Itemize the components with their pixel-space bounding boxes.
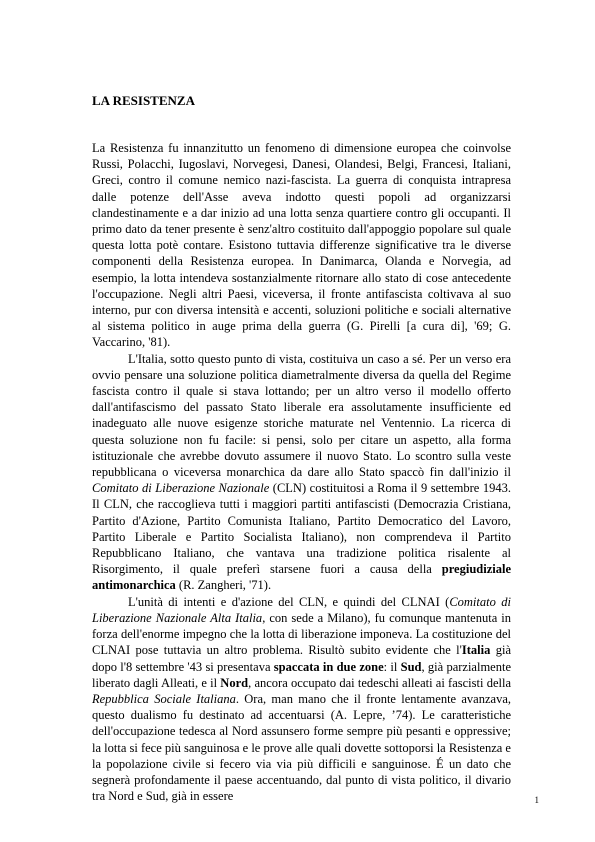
paragraph-3-text-c: , con sede a Milano), fu comunque mantenuta in forza dell'enorme impegno che la lotta di liberazione imponeva. La costituzione del CLNAI pose tuttavia un altro problema. Risultò subito evidente che l': [92, 610, 511, 658]
paragraph-2-text-e: (R. Zangheri, '71).: [175, 578, 272, 593]
page-number: 1: [534, 795, 539, 805]
paragraph-3-bold-sud: Sud: [400, 659, 422, 674]
paragraph-3-text-k: , ancora occupato dai tedeschi alleati ai fascisti della: [248, 675, 511, 690]
paragraph-3-text-a: L'unità di intenti e d'azione del CLN, e quindi del CLNAI (: [128, 594, 450, 609]
paragraph-2-text-a: L'Italia, sotto questo punto di vista, costituiva un caso a sé. Per un verso era ovvio pensare una soluzione politica diametralmente diversa da quella del Regime fascista contro il quale si stava lottando; per un altro verso il modello offerto dall'antifascismo del passato Stato liberale era assolutamente insufficiente ed inadeguato alle nuove esigenze storiche maturate nel Ventennio. La ricerca di questa soluzione non fu facile: si pensi, solo per citare un aspetto, alla forma istituzionale che avrebbe dovuto assumere il nuovo Stato. Lo scontro sulla veste repubblicana o viceversa monarchica da dare allo Stato spaccò fin dall'inizio il: [92, 351, 511, 480]
paragraph-3-italic-rsi: Repubblica Sociale Italiana: [92, 691, 236, 706]
paragraph-3-italic-clnai: Comitato di Liberazione Nazionale Alta Italia: [92, 594, 511, 625]
paragraph-3-text-e: già dopo l'8 settembre '43 si presentava: [92, 643, 511, 674]
paragraph-2-text-c: (CLN) costituitosi a Roma il 9 settembre 1943. Il CLN, che raccoglieva tutti i maggiori partiti antifascisti (Democrazia Cristiana, Partito d'Azione, Partito Comunista Italiano, Partito Democratico del Lavoro, Partito Liberale e Partito Socialista Italiano), non comprendeva il Partito Repubblicano Italiano, che vantava una tradizione politica risalente al Risorgimento, il quale preferì starsene fuori a causa della: [92, 481, 511, 577]
paragraph-2-italic-cln: Comitato di Liberazione Nazionale: [92, 481, 270, 496]
document-title: LA RESISTENZA: [92, 93, 195, 108]
paragraph-3-bold-nord: Nord: [220, 675, 249, 690]
paragraph-1: La Resistenza fu innanzitutto un fenomeno di dimensione europea che coinvolse Russi, Polacchi, Iugoslavi, Norvegesi, Danesi, Olandesi, Belgi, Francesi, Italiani, Greci, contro il comune nemico nazi-fascista. La guerra di conquista intrapresa dalle potenze dell'Asse aveva indotto questi popoli ad organizzarsi clandestinamente e a dar inizio ad una lotta senza quartiere contro gli occupanti. Il primo dato da tener presente è senz'altro costituito dall'appoggio popolare sul quale questa lotta potè contare. Esistono tuttavia differenze significative tra le diverse componenti della Resistenza europea. In Danimarca, Olanda e Norvegia, ad esempio, la lotta intendeva sostanzialmente ritornare allo stato di cose antecedente l'occupazione. Negli altri Paesi, viceversa, il fronte antifascista coltivava al suo interno, pur con diversa intensità e accenti, soluzioni politiche e sociali alternative al sistema politico in auge prima della guerra (G. Pirelli [a cura di], '69; G. Vaccarino, '81).: [92, 141, 511, 350]
paragraph-3-bold-italia: Italia: [461, 643, 491, 658]
paragraph-3: [92, 594, 511, 805]
paragraph-2: [92, 351, 511, 594]
paragraph-3-text-i: , già parzialmente liberato dagli Alleati, e il: [92, 659, 511, 690]
paragraph-3-text-g: : il: [383, 659, 401, 674]
paragraph-3-bold-spaccata: spaccata in due zone: [273, 659, 384, 674]
paragraph-2-bold-pregiudiziale: pregiudiziale antimonarchica: [92, 562, 511, 593]
paragraph-3-text-m: . Ora, man mano che il fronte lentamente avanzava, questo dualismo fu destinato ad accentuarsi (A. Lepre, ’74). Le caratteristiche dell'occupazione tedesca al Nord assunsero forme sempre più pesanti e oppressive; la lotta si fece più sanguinosa e le prove alle quali dovette sottoporsi la Resistenza e la popolazione civile si fecero via via più difficili e sanguinose. É un dato che segnerà profondamente il paese accentuando, dal punto di vista politico, il divario tra Nord e Sud, già in essere: [92, 691, 511, 804]
document-body: [92, 140, 511, 804]
